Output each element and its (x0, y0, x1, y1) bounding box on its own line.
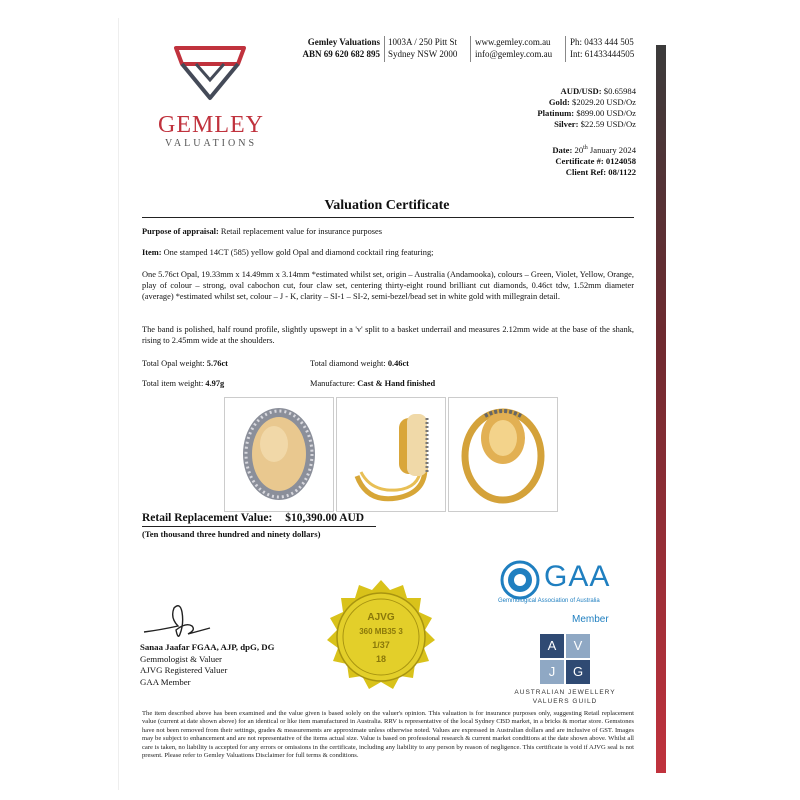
ring-photo-front (224, 397, 334, 512)
silver-label: Silver: (554, 119, 579, 129)
phone-number: Ph: 0433 444 505 (570, 37, 634, 47)
purpose-value: Retail replacement value for insurance purposes (218, 227, 383, 236)
item-label: Item: (142, 248, 162, 257)
manufacture (310, 378, 435, 389)
item-line (142, 247, 634, 258)
company-name-block (290, 36, 380, 60)
certificate-title: Valuation Certificate (324, 198, 450, 213)
seal-text-1: AJVG (367, 612, 395, 623)
opal-weight (142, 358, 228, 369)
valuer-role-1: Gemmologist & Valuer (140, 653, 222, 664)
logo-wordmark: GEMLEY (158, 112, 264, 138)
certificate-meta (440, 143, 636, 178)
item-value: One stamped 14CT (585) yellow gold Opal and diamond cocktail ring featuring; (161, 248, 434, 257)
manufacture-label: Manufacture: (310, 379, 358, 388)
rrv-line (142, 512, 364, 524)
date-day: 20 (574, 144, 584, 155)
client-ref-value: 08/1122 (608, 166, 636, 177)
header-divider (470, 36, 471, 62)
intl-phone-number: Int: 61433444505 (570, 49, 635, 59)
opal-weight-label: Total Opal weight: (142, 359, 207, 368)
item-weight-value: 4.97g (205, 379, 225, 388)
ring-side-image (337, 398, 445, 511)
valuer-role-2: AJVG Registered Valuer (140, 665, 228, 675)
gold-value: $2029.20 USD/Oz (572, 97, 636, 107)
diamond-weight-label: Total diamond weight: (310, 359, 388, 368)
rrv-underline (142, 526, 376, 527)
gaa-member-label: Member (572, 614, 609, 625)
ajvg-letter-g: G (566, 660, 590, 684)
gaa-full-name: Gemmological Association of Australia (498, 598, 600, 604)
gemley-diamond-logo-icon (170, 42, 250, 104)
date-suffix: th (583, 145, 588, 151)
platinum-label: Platinum: (537, 108, 575, 118)
gaa-globe-icon (500, 560, 540, 600)
disclaimer-text: The item described above has been examined and the value given is based solely on the valuer's opinion. This valuation is for insurance purposes only, suggesting Retail replacement value (current at date shown above) for an identical or like item manufactured in Australia. RRV is representative of the local Sydney CBD market, in a bricks & mortar store. Gemstones have not been removed from their settings, grades & measurements are approximate unless otherwise noted. Values are expressed in Australian dollars and are inclusive of GST. Images may be subject to enhancement and are not representative of the items actual size. Value is based on professional research & current market conditions at the date shown above. Whilst all care is taken, no liability is accepted for any errors or omissions in the certificate, including any liability to any person by reason of negligence. This certificate is void if AJVG seal is not present. Please refer to Gemley Valuations Disclaimer for full terms & conditions. (142, 710, 634, 760)
email-link[interactable]: info@gemley.com.au (475, 49, 553, 59)
valuer-signature (140, 600, 220, 644)
cert-label: Certificate #: (555, 155, 604, 166)
valuer-name: Sanaa Jaafar FGAA, AJP, dpG, DG (140, 642, 275, 652)
gaa-acronym: GAA (544, 560, 611, 593)
ajvg-line-1: AUSTRALIAN JEWELLERY (514, 689, 616, 696)
ajvg-letter-a: A (540, 634, 564, 658)
seal-text-3: 1/37 (372, 640, 390, 650)
purpose-label: Purpose of appraisal: (142, 227, 219, 236)
web-block (475, 36, 565, 60)
ring-photo-top (448, 397, 558, 512)
manufacture-value: Cast & Hand finished (357, 379, 436, 388)
client-ref-label: Client Ref: (565, 166, 607, 177)
rrv-label: Retail Replacement Value: (142, 512, 273, 524)
ajvg-logo (540, 634, 590, 684)
purpose-line (142, 226, 634, 237)
ring-top-image (449, 398, 557, 511)
item-weight-label: Total item weight: (142, 379, 206, 388)
item-weight (142, 378, 224, 389)
ajvg-letter-j: J (540, 660, 564, 684)
address-block (388, 36, 468, 60)
valuer-block (140, 642, 292, 688)
aud-usd-label: AUD/USD: (560, 86, 602, 96)
header-divider (565, 36, 566, 62)
header-divider (384, 36, 385, 62)
title-rule (142, 217, 634, 218)
diamond-weight (310, 358, 409, 369)
rrv-words: (Ten thousand three hundred and ninety dollars) (142, 529, 321, 539)
logo-subtitle: VALUATIONS (164, 138, 258, 149)
seal-text-4: 18 (375, 654, 387, 664)
opal-weight-value: 5.76ct (206, 359, 228, 368)
platinum-value: $899.00 USD/Oz (576, 108, 636, 118)
address-line-1: 1003A / 250 Pitt St (388, 37, 458, 47)
silver-value: $22.59 USD/Oz (580, 119, 636, 129)
aud-usd-value: $0.65984 (603, 86, 636, 96)
band-description: The band is polished, half round profile, slightly upswept in a 'v' split to a basket underrail and measures 2.12mm wide at the base of the shank, rising to 2.45mm wide at the shoulders. (142, 325, 634, 346)
ring-photo-side (336, 397, 446, 512)
ring-front-image (225, 398, 333, 511)
rrv-value: $10,390.00 AUD (285, 512, 365, 524)
phone-block (570, 36, 650, 60)
ajvg-line-2: VALUERS GUILD (532, 698, 598, 705)
valuer-role-3: GAA Member (140, 676, 191, 687)
company-name: Gemley Valuations (307, 37, 380, 47)
item-description: One 5.76ct Opal, 19.33mm x 14.49mm x 3.14mm *estimated whilst set, origin – Australia (Andamooka), colours – Green, Violet, Yellow, Orange, play of colour – strong, oval cabochon cut, four claw set, centering thirty-eight round brilliant cut diamonds, 0.46ct tdw, 1.52mm diameter (average) *estimated whilst set, colour – J - K, clarity – SI-1 – SI-2, semi-bezel/bead set in white gold with millegrain detail. (142, 270, 634, 302)
company-abn: ABN 69 620 682 895 (302, 49, 380, 59)
metal-rates (440, 86, 636, 130)
cert-number: 0124058 (605, 155, 636, 166)
website-link[interactable]: www.gemley.com.au (475, 37, 551, 47)
ajvg-gold-seal (322, 578, 440, 696)
brand-side-bar (656, 45, 666, 773)
ajvg-letter-v: V (566, 634, 590, 658)
ajvg-name (500, 688, 630, 706)
diamond-weight-value: 0.46ct (387, 359, 409, 368)
seal-text-2: 360 MB35 3 (359, 627, 403, 636)
date-month-year: January 2024 (587, 144, 636, 155)
date-label: Date: (552, 144, 573, 155)
gold-label: Gold: (548, 97, 570, 107)
address-line-2: Sydney NSW 2000 (388, 49, 458, 59)
